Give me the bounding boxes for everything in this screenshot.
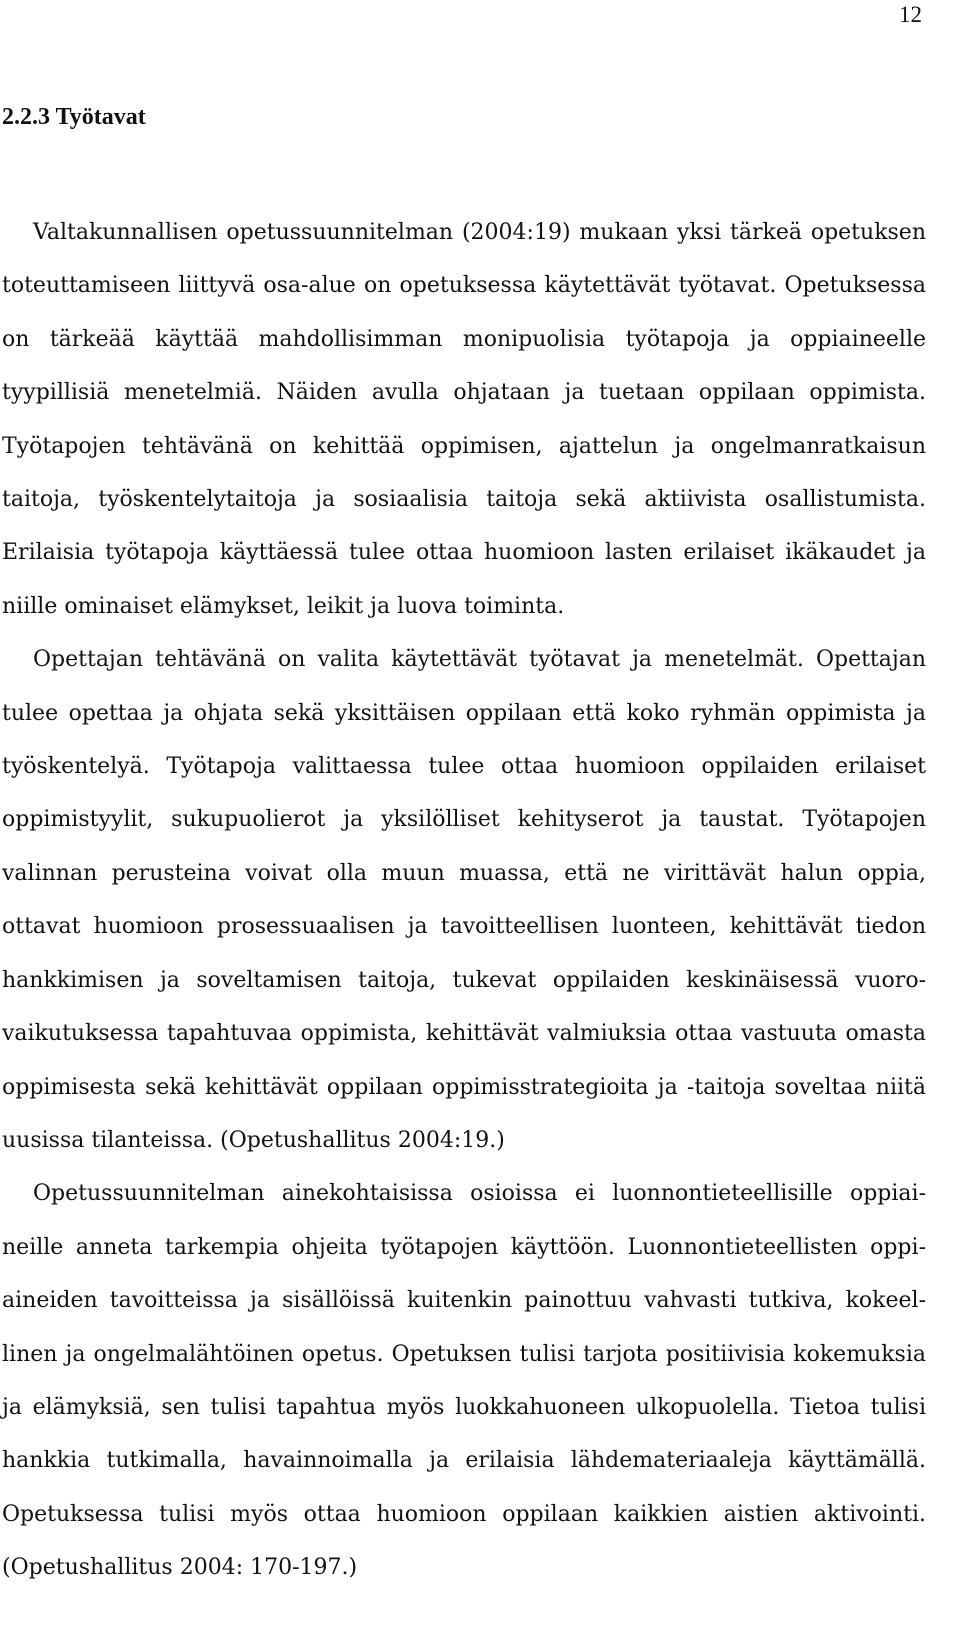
paragraph-3: Opetussuunnitelman ainekohtaisissa osioissa ei luonnontieteellisille oppiaineille anneta tarkempia ohjeita työtapojen käyttöön. Luonnontieteellisten oppiaineiden tavoitteissa ja sisällöissä kuitenkin painottuu vahvasti tutkiva, kokeellinen ja ongelmalähtöinen opetus. Opetuksen tulisi tarjota positiivisia kokemuksia ja elämyksiä, sen tulisi tapahtua myös luokkahuoneen ulkopuolella. Tietoa tulisi hankkia tutkimalla, havainnoimalla ja erilaisia lähdemateriaaleja käyttämällä. Opetuksessa tulisi myös ottaa huomioon oppilaan kaikkien aistien aktivointi. (Opetushallitus 2004: 170-197.) (2, 1181, 926, 1581)
paragraph-1: Valtakunnallisen opetussuunnitelman (2004:19) mukaan yksi tärkeä opetuksen toteuttamiseen liittyvä osa-alue on opetuksessa käytettävät työtavat. Opetuksessa on tärkeää käyttää mahdollisimman monipuolisia työtapoja ja oppiaineelle tyypillisiä menetelmiä. Näiden avulla ohjataan ja tuetaan oppilaan oppimista. Työtapojen tehtävänä on kehittää oppimisen, ajattelun ja ongelmanratkaisun taitoja, työskentelytaitoja ja sosiaalisia taitoja sekä aktiivista osallistumista. Erilaisia työtapoja käyttäessä tulee ottaa huomioon lasten erilaiset ikäkaudet ja niille ominaiset elämykset, leikit ja luova toiminta. (2, 220, 926, 619)
paragraph-2: Opettajan tehtävänä on valita käytettävät työtavat ja menetelmät. Opettajan tulee opettaa ja ohjata sekä yksittäisen oppilaan että koko ryhmän oppimista ja työskentelyä. Työtapoja valittaessa tulee ottaa huomioon oppilaiden erilaiset oppimistyylit, sukupuolierot ja yksilölliset kehityserot ja taustat. Työtapojen valinnan perusteina voivat olla muun muassa, että ne virittävät halun oppia, ottavat huomioon prosessuaalisen ja tavoitteellisen luonteen, kehittävät tiedon hankkimisen ja soveltamisen taitoja, tukevat oppilaiden keskinäisessä vuorovaikutuksessa tapahtuvaa oppimista, kehittävät valmiuksia ottaa vastuuta omasta oppimisesta sekä kehittävät oppilaan oppimisstrategioita ja -taitoja soveltaa niitä uusissa tilanteissa. (Opetushallitus 2004:19.) (2, 647, 926, 1153)
page-number: 12 (899, 2, 922, 27)
section-heading: 2.2.3 Työtavat (2, 104, 146, 130)
body-text (2, 206, 926, 1595)
